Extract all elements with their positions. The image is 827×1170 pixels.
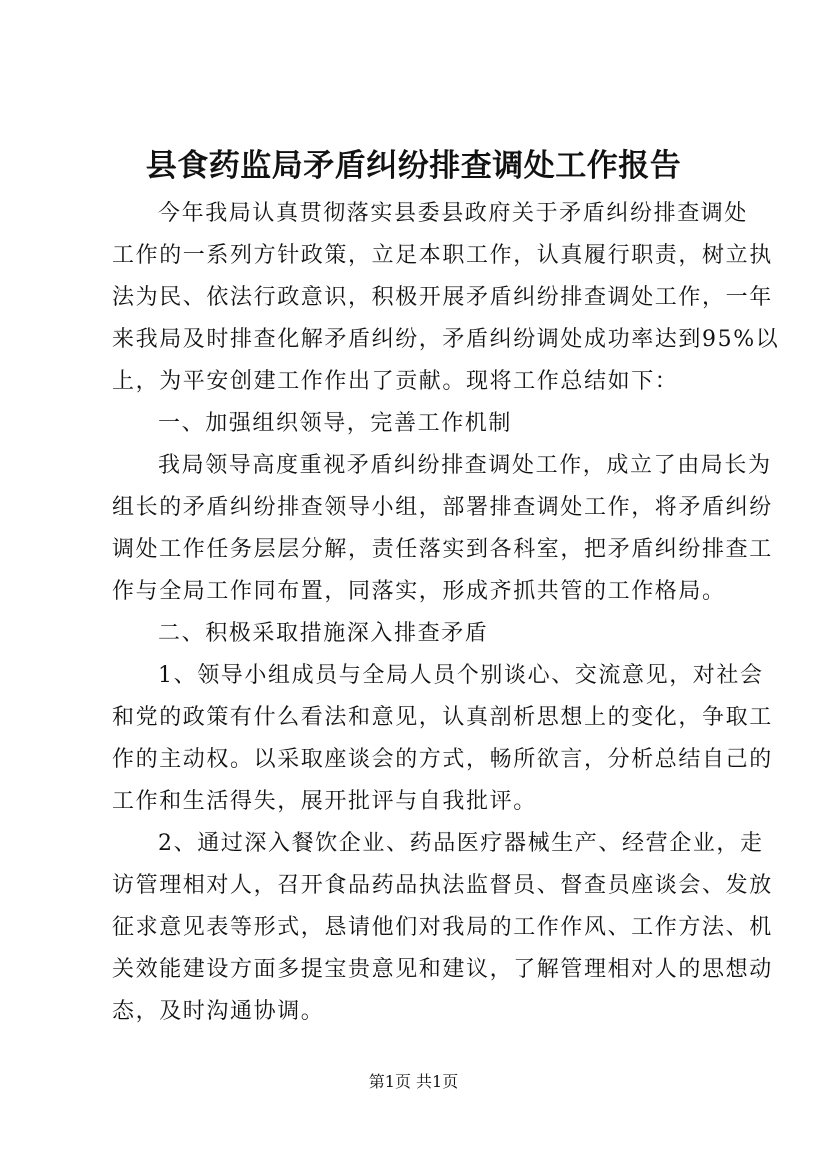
paragraph-2-line-2: 组长的矛盾纠纷排查领导小组，部署排查调处工作，将矛盾纠纷	[112, 495, 773, 520]
paragraph-4-line-1: 2、通过深入餐饮企业、药品医疗器械生产、经营企业，走	[158, 831, 764, 856]
paragraph-2-line-1: 我局领导高度重视矛盾纠纷排查调处工作，成立了由局长为	[158, 453, 772, 478]
paragraph-4-line-4: 关效能建设方面多提宝贵意见和建议，了解管理相对人的思想动	[112, 957, 773, 982]
paragraph-1-line-5: 上，为平安创建工作作出了贡献。现将工作总结如下：	[112, 369, 679, 394]
paragraph-3-line-3: 作的主动权。以采取座谈会的方式，畅所欲言，分析总结自己的	[112, 747, 773, 772]
paragraph-2-line-3: 调处工作任务层层分解，责任落实到各科室，把矛盾纠纷排查工	[112, 537, 773, 562]
paragraph-1-line-1: 今年我局认真贯彻落实县委县政府关于矛盾纠纷排查调处	[158, 201, 749, 226]
page-footer: 第1页 共1页	[368, 1072, 459, 1091]
paragraph-3-line-1: 1、领导小组成员与全局人员个别谈心、交流意见，对社会	[158, 663, 764, 688]
paragraph-2-line-4: 作与全局工作同布置，同落实，形成齐抓共管的工作格局。	[112, 579, 726, 604]
paragraph-4-line-5: 态，及时沟通协调。	[112, 999, 325, 1024]
paragraph-1-line-2: 工作的一系列方针政策，立足本职工作，认真履行职责，树立执	[112, 243, 773, 268]
paragraph-1-line-3: 法为民、依法行政意识，积极开展矛盾纠纷排查调处工作，一年	[112, 285, 773, 310]
document-body	[112, 193, 780, 1033]
section-heading-1: 一、加强组织领导，完善工作机制	[158, 411, 513, 436]
paragraph-1-line-4: 来我局及时排查化解矛盾纠纷，矛盾纠纷调处成功率达到95%以	[112, 327, 780, 352]
paragraph-3-line-4: 工作和生活得失，展开批评与自我批评。	[112, 789, 537, 814]
paragraph-4-line-2: 访管理相对人，召开食品药品执法监督员、督查员座谈会、发放	[112, 873, 773, 898]
paragraph-3-line-2: 和党的政策有什么看法和意见，认真剖析思想上的变化，争取工	[112, 705, 773, 730]
paragraph-4-line-3: 征求意见表等形式，恳请他们对我局的工作作风、工作方法、机	[112, 915, 773, 940]
section-heading-2: 二、积极采取措施深入排查矛盾	[158, 621, 489, 646]
document-title: 县食药监局矛盾纠纷排查调处工作报告	[145, 148, 682, 184]
